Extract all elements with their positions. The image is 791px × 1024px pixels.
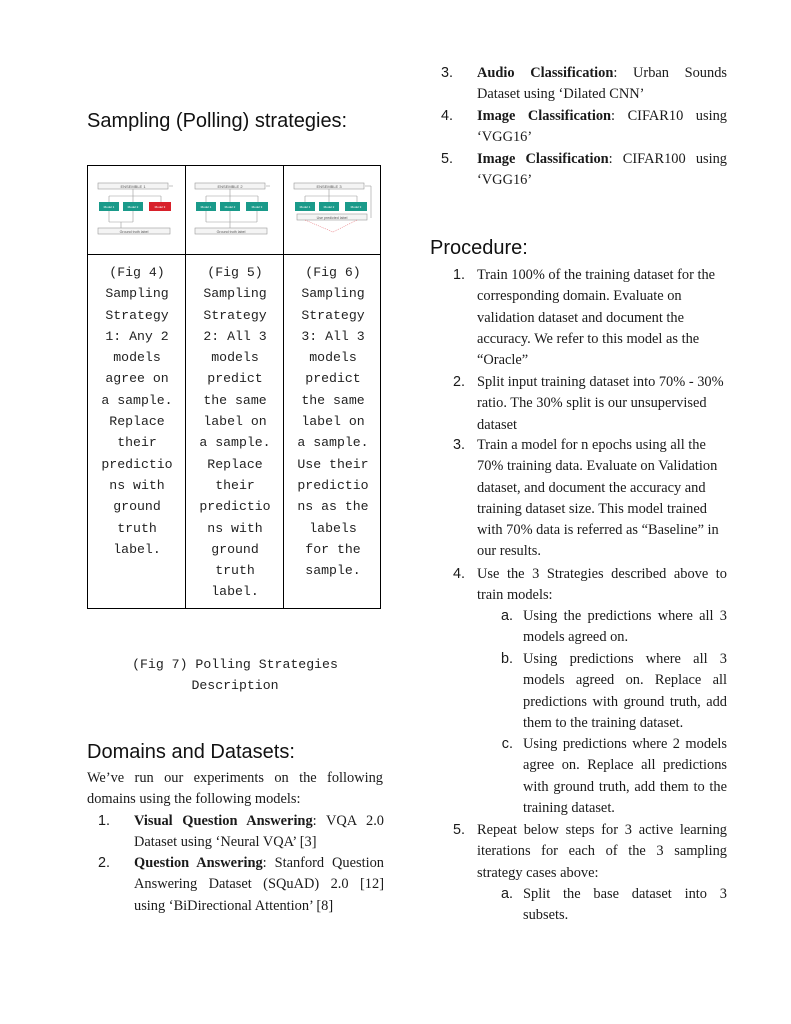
strategy-1-model-1-label: Model 1: [103, 205, 115, 209]
procedure-step-number: 5.: [452, 822, 465, 838]
domain-item-text: : VQA 2.0 Dataset using ‘Neural VQA’ [3]: [134, 813, 384, 851]
domain-item-number: 1.: [97, 813, 110, 829]
strategy-3-model-3-label: Model 3: [350, 205, 362, 209]
procedure-substep: Using predictions where 2 models agree on. Replace all predictions with ground truth, add them to the training dataset.: [523, 736, 727, 816]
domain-item-title: Image Classification: [477, 108, 612, 124]
strategy-3-description: (Fig 6) Sampling Strategy 3: All 3 models predict the same label on a sample. Use their predictio ns as the labels for the sample.: [297, 265, 369, 579]
procedure-step-number: 1.: [452, 267, 465, 283]
strategy-1-ensemble-label: ENSEMBLE 1: [120, 184, 146, 189]
domain-item-number: 2.: [97, 855, 110, 871]
procedure-step-number: 3.: [452, 437, 465, 453]
domain-item-title: Image Classification: [477, 151, 609, 167]
procedure-step: Repeat below steps for 3 active learning iterations for each of the 3 sampling strategy cases above:: [477, 822, 727, 881]
strategy-2-ensemble-label: ENSEMBLE 2: [217, 184, 243, 189]
procedure-step-number: 4.: [452, 566, 465, 582]
domain-item-text: : CIFAR10 using ‘VGG16’: [477, 108, 727, 146]
domain-item-number: 5.: [440, 151, 453, 167]
strategy-figure-table: [87, 165, 381, 609]
domain-item-text: : Urban Sounds Dataset using ‘Dilated CNN’: [477, 65, 727, 103]
strategy-1-diagram: [97, 178, 177, 242]
procedure-substep: Using the predictions where all 3 models agreed on.: [523, 608, 727, 646]
strategy-2-model-3-label: Model 3: [251, 205, 263, 209]
domain-item-text: : Stanford Question Answering Dataset (SQuAD) 2.0 [12] using ‘BiDirectional Attention’ [8]: [134, 855, 384, 914]
procedure-substep: Using predictions where all 3 models agreed on. Replace all predictions with ground truth, add them to the training dataset.: [523, 651, 727, 731]
figure-caption: (Fig 7) Polling Strategies Description: [132, 657, 338, 694]
strategy-2-description: (Fig 5) Sampling Strategy 2: All 3 models predict the same label on a sample. Replace their predictio ns with ground truth label.: [199, 265, 271, 600]
strategy-3-model-2-label: Model 2: [323, 205, 335, 209]
table-divider: [88, 254, 380, 255]
domain-item-qa: [134, 853, 384, 917]
procedure-step: Split input training dataset into 70% - 30% ratio. The 30% split is our unsupervised dataset: [477, 374, 724, 433]
strategy-2-model-2-label: Model 2: [224, 205, 236, 209]
procedure-step: Use the 3 Strategies described above to train models:: [477, 566, 727, 604]
procedure-substep-letter: c.: [501, 736, 513, 752]
strategy-1-bottom-label: Ground truth label: [119, 230, 149, 234]
strategy-3-diagram: [293, 178, 373, 242]
strategy-2-bottom-label: Ground truth label: [216, 230, 246, 234]
domains-intro-paragraph: We’ve run our experiments on the following domains using the following models:: [87, 770, 383, 808]
procedure-substep-letter: a.: [500, 886, 513, 902]
strategy-2-model-1-label: Model 1: [200, 205, 212, 209]
procedure-substep-letter: a.: [500, 608, 513, 624]
sampling-strategies-heading: Sampling (Polling) strategies:: [87, 110, 348, 132]
domain-item-number: 4.: [440, 108, 453, 124]
procedure-substep: Split the base dataset into 3 subsets.: [523, 886, 727, 924]
domain-item-audio: [477, 63, 727, 106]
domain-item-text: : CIFAR100 using ‘VGG16’: [477, 151, 727, 189]
procedure-step-number: 2.: [452, 374, 465, 390]
strategy-2-diagram: [194, 178, 274, 242]
strategy-1-model-2-label: Model 2: [127, 205, 139, 209]
domain-item-title: Visual Question Answering: [134, 813, 313, 829]
procedure-step: Train 100% of the training dataset for the corresponding domain. Evaluate on validation dataset and document the accuracy. We refer to this model as the “Oracle”: [477, 267, 716, 369]
strategy-1-description: (Fig 4) Sampling Strategy 1: Any 2 models agree on a sample. Replace their predictio ns with ground truth label.: [101, 265, 173, 557]
procedure-step: Train a model for n epochs using all the 70% training data. Evaluate on Validation dataset, and document the accuracy and training dataset size. This model trained with 70% data is referred as “Baseline” in our results.: [477, 437, 719, 560]
domain-item-number: 3.: [440, 65, 453, 81]
procedure-substep-letter: b.: [500, 651, 513, 667]
domain-item-vqa: [134, 811, 384, 854]
strategy-3-bottom-label: Use predicted label: [316, 216, 348, 220]
strategy-3-model-1-label: Model 1: [299, 205, 311, 209]
domains-datasets-heading: Domains and Datasets:: [87, 741, 295, 763]
domain-item-cifar100: [477, 149, 727, 192]
strategy-3-ensemble-label: ENSEMBLE 3: [316, 184, 342, 189]
domain-item-title: Audio Classification: [477, 65, 614, 81]
strategy-1-model-3-label: Model 3: [154, 205, 166, 209]
procedure-heading: Procedure:: [430, 237, 528, 259]
domain-item-title: Question Answering: [134, 855, 263, 871]
domain-item-cifar10: [477, 106, 727, 149]
